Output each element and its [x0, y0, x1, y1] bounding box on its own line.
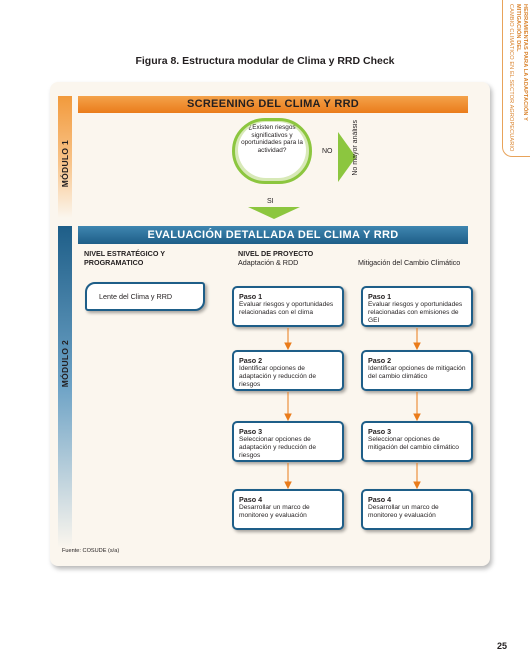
figure-title: Figura 8. Estructura modular de Clima y RRD Check — [135, 55, 395, 67]
screening-header: SCREENING DEL CLIMA Y RRD — [78, 96, 468, 113]
adaptation-step-2: Paso 2 Identificar opciones de adaptación y reducción de riesgos — [232, 350, 344, 391]
strategic-level-header: NIVEL ESTRATÉGICO Y PROGRAMATICO — [84, 249, 166, 267]
mitigation-step-4: Paso 4 Desarrollar un marco de monitoreo y evaluación — [361, 489, 473, 530]
mitigation-header: Mitigación del Cambio Climático — [358, 258, 461, 267]
mitigation-step-1: Paso 1 Evaluar riesgos y oportunidades relacionadas con emisiones de GEI — [361, 286, 473, 327]
section-tab-line1: HERRAMIENTAS PARA LA ADAPTACIÓN Y MITIGACIÓN DEL — [515, 4, 528, 121]
evaluation-header: EVALUACIÓN DETALLADA DEL CLIMA Y RRD — [78, 226, 468, 244]
no-result-label: No mayor análisis — [352, 120, 359, 176]
section-tab-line2: CAMBIO CLIMÁTICO EN EL SECTOR AGROPECUARIO — [508, 4, 514, 152]
adaptation-arrow-3-4-icon — [285, 463, 291, 488]
mitigation-arrow-2-3-icon — [414, 392, 420, 420]
mitigation-step-3: Paso 3 Seleccionar opciones de mitigación del cambio climático — [361, 421, 473, 462]
adaptation-arrow-2-3-icon — [285, 392, 291, 420]
mitigation-step-2: Paso 2 Identificar opciones de mitigación del cambio climático — [361, 350, 473, 391]
si-label: SI — [267, 198, 274, 205]
climate-lens-box: Lente del Clima y RRD — [85, 282, 205, 311]
no-label: NO — [322, 148, 333, 155]
module-2-label: MÓDULO 2 — [60, 340, 70, 388]
adaptation-step-4: Paso 4 Desarrollar un marco de monitoreo y evaluación — [232, 489, 344, 530]
adaptation-arrow-1-2-icon — [285, 328, 291, 349]
adaptation-step-3: Paso 3 Seleccionar opciones de adaptación y reducción de riesgos — [232, 421, 344, 462]
module-1-label: MÓDULO 1 — [60, 140, 70, 188]
figure-source: Fuente: COSUDE (s/a) — [62, 548, 120, 554]
page-number: 25 — [497, 641, 508, 651]
project-level-header: NIVEL DE PROYECTO Adaptación & RDD — [238, 249, 314, 267]
mitigation-arrow-3-4-icon — [414, 463, 420, 488]
decision-question: ¿Existen riesgos significativos y oportunidades para la actividad? — [241, 124, 303, 154]
mitigation-arrow-1-2-icon — [414, 328, 420, 349]
adaptation-step-1: Paso 1 Evaluar riesgos y oportunidades relacionadas con el clima — [232, 286, 344, 327]
